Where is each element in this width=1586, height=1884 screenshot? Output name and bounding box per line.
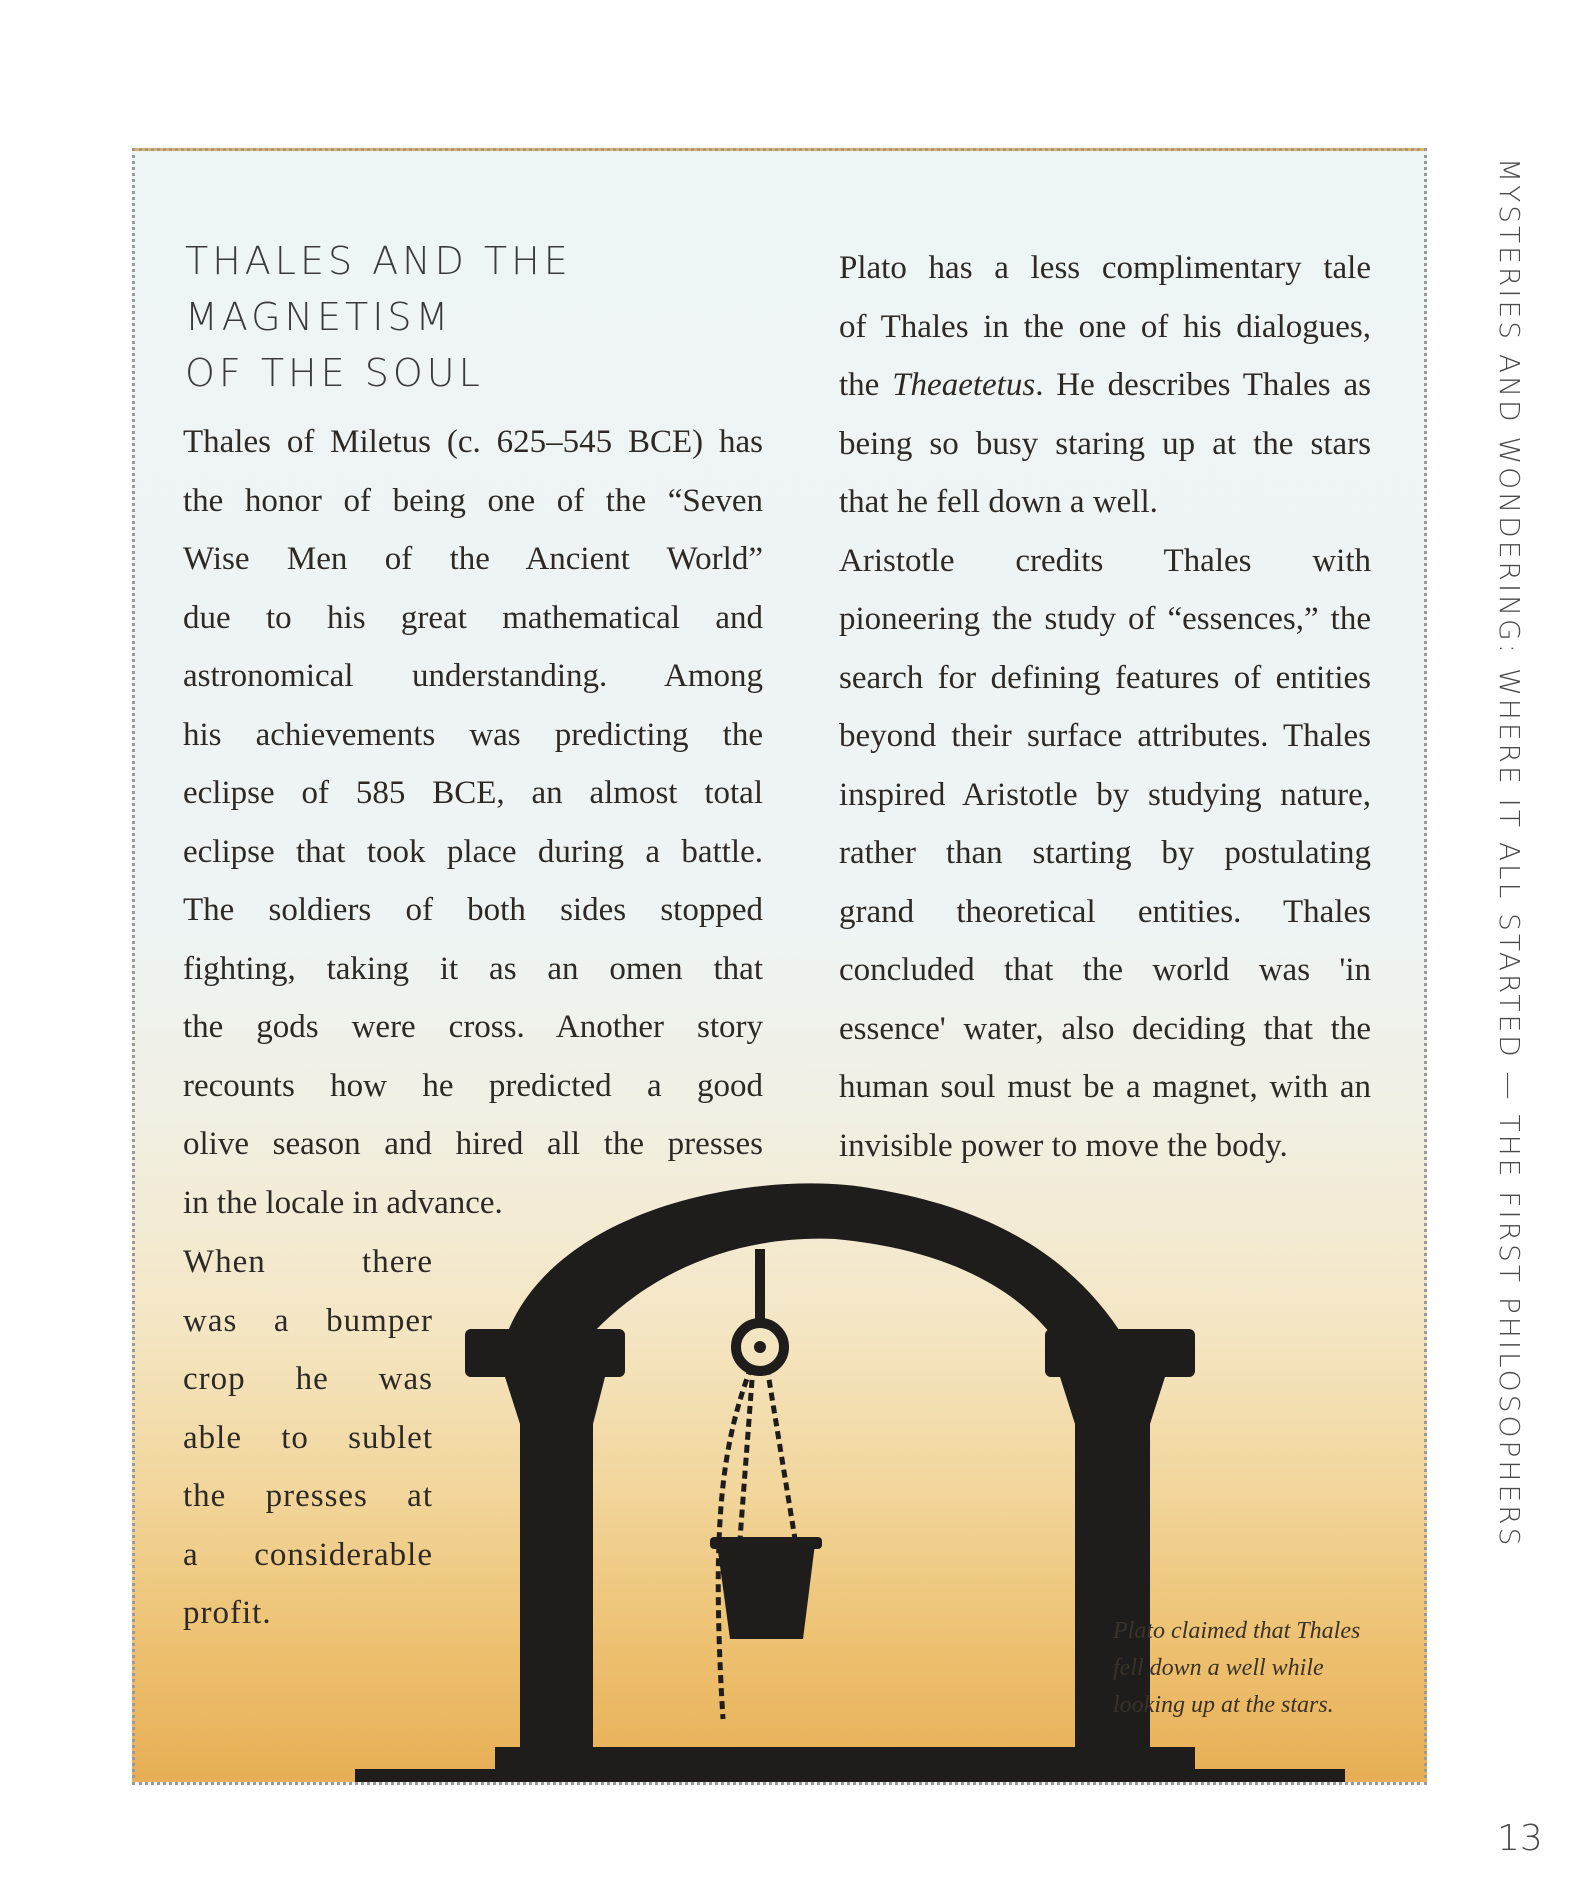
- text-line: crop he was: [183, 1361, 433, 1397]
- text-line: recounts how he predicted a good: [183, 1067, 763, 1104]
- text-line: Wise Men of the Ancient World”: [183, 541, 763, 577]
- text-line: a considerable: [183, 1536, 433, 1573]
- text-line: search for defining features of entities: [839, 659, 1371, 696]
- text-fragment: the: [839, 367, 880, 403]
- text-line: due to his great mathematical and: [183, 599, 763, 636]
- text-line: his achievements was predicting the: [183, 716, 763, 753]
- text-line: Plato has a less complimentary tale: [839, 250, 1371, 286]
- text-line: eclipse that took place during a battle.: [183, 833, 763, 870]
- text-line: grand theoretical entities. Thales: [839, 893, 1371, 930]
- heading-line: OF THE SOUL: [185, 351, 484, 395]
- text-line: astronomical understanding. Among: [183, 658, 763, 694]
- text-line: inspired Aristotle by studying nature,: [839, 776, 1371, 813]
- text-line: pioneering the study of “essences,” the: [839, 601, 1371, 637]
- sidebar-heading: [185, 233, 745, 401]
- text-line: able to sublet: [183, 1419, 433, 1456]
- text-line: of Thales in the one of his dialogues,: [839, 308, 1371, 345]
- right-column-text: [803, 239, 1371, 1175]
- text-fragment: . He describes Thales as: [1035, 367, 1372, 403]
- running-head: MYSTERIES AND WONDERING: WHERE IT ALL STARTED — THE FIRST PHILOSOPHERS: [1493, 158, 1526, 1549]
- bucket-icon: [717, 1544, 815, 1639]
- text-line: the presses at: [183, 1478, 433, 1514]
- paragraph-plato: [803, 239, 1371, 532]
- text-line: invisible power to move the body.: [839, 1127, 1288, 1164]
- text-line: beyond their surface attributes. Thales: [839, 718, 1371, 754]
- text-line: being so busy staring up at the stars: [839, 425, 1371, 462]
- right-capital: [1045, 1329, 1195, 1377]
- text-line: [803, 356, 1371, 415]
- left-column-text: [183, 413, 763, 1232]
- text-line: fighting, taking it as an omen that: [183, 950, 763, 987]
- text-line: When there: [183, 1244, 433, 1280]
- book-title: Theaetetus: [892, 367, 1036, 403]
- text-line: in the locale in advance.: [183, 1184, 503, 1221]
- image-caption: [1113, 1613, 1423, 1724]
- text-line: The soldiers of both sides stopped: [183, 892, 763, 928]
- text-line: eclipse of 585 BCE, an almost total: [183, 775, 763, 811]
- caption-line: fell down a well while: [1113, 1655, 1324, 1681]
- text-line: human soul must be a magnet, with an: [839, 1069, 1371, 1105]
- page-number: 13: [1497, 1818, 1543, 1859]
- left-capital: [465, 1329, 625, 1377]
- heading-line: MAGNETISM: [185, 295, 453, 339]
- paragraph-aristotle: [803, 532, 1371, 1176]
- text-line: concluded that the world was 'in: [839, 952, 1371, 988]
- caption-line: looking up at the stars.: [1113, 1692, 1334, 1718]
- text-line: that he fell down a well.: [839, 484, 1158, 520]
- text-line: was a bumper: [183, 1302, 433, 1339]
- text-line: Aristotle credits Thales with: [839, 542, 1371, 579]
- text-line: rather than starting by postulating: [839, 835, 1371, 871]
- text-line: olive season and hired all the presses: [183, 1126, 763, 1162]
- text-line: the honor of being one of the “Seven: [183, 482, 763, 519]
- text-line: Thales of Miletus (c. 625–545 BCE) has: [183, 424, 763, 460]
- caption-line: Plato claimed that Thales: [1113, 1618, 1361, 1644]
- text-line: essence' water, also deciding that the: [839, 1010, 1371, 1047]
- left-pillar: [505, 1377, 605, 1749]
- arch: [505, 1183, 1125, 1354]
- chain-right: [767, 1367, 795, 1539]
- text-line: the gods were cross. Another story: [183, 1009, 763, 1045]
- heading-line: THALES AND THE: [185, 239, 572, 283]
- text-line: profit.: [183, 1595, 272, 1631]
- sidebar-panel: [132, 148, 1427, 1785]
